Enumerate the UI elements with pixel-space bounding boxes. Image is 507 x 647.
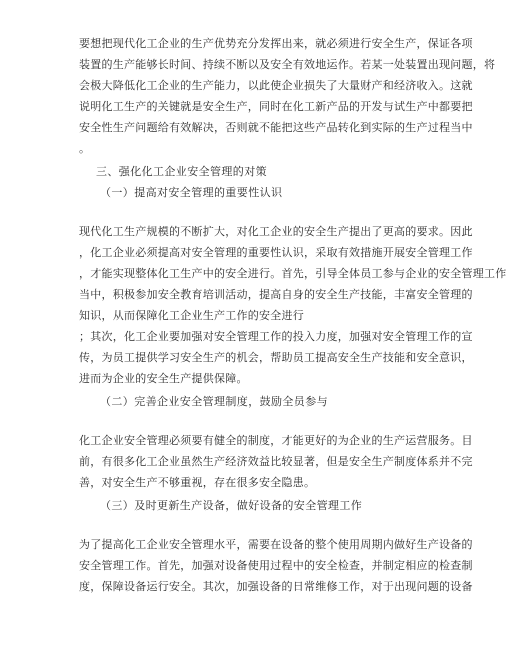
- text-line: ，化工企业必须提高对安全管理的重要性认识，采取有效措施开展安全管理工作: [79, 246, 473, 259]
- text-line: 化工企业安全管理必须要有健全的制度，才能更好的为企业的生产运营服务。目: [79, 434, 473, 447]
- text-line: 前，有很多化工企业虽然生产经济效益比较显著，但是安全生产制度体系并不完: [79, 455, 473, 468]
- text-line: 要想把现代化工企业的生产优势充分发挥出来，就必须进行安全生产，保证各项: [79, 37, 473, 50]
- text-line: 善，对安全生产不够重视，存在很多安全隐患。: [79, 476, 316, 489]
- subsection-heading: （二）完善企业安全管理制度，鼓励全员参与: [100, 395, 328, 408]
- text-line: 为了提高化工企业安全管理水平，需要在设备的整个使用周期内做好生产设备的: [79, 538, 473, 551]
- section-heading: 三、强化化工企业安全管理的对策: [96, 165, 267, 178]
- text-line: 装置的生产能够长时间、持续不断以及安全有效地运作。若某一处装置出现问题，将: [79, 58, 496, 71]
- text-line: 进而为企业的安全生产提供保障。: [79, 372, 248, 385]
- text-line: 传，为员工提供学习安全生产的机会，帮助员工提高安全生产技能和安全意识，: [79, 351, 473, 364]
- text-line: ，才能实现整体化工生产中的安全进行。首先，引导全体员工参与企业的安全管理工作: [79, 267, 507, 280]
- text-line: 当中，积极参加安全教育培训活动，提高自身的安全生产技能，丰富安全管理的: [79, 288, 473, 301]
- text-line: ；其次，化工企业要加强对安全管理工作的投入力度，加强对安全管理工作的宣: [79, 330, 473, 343]
- text-line: 说明化工生产的关键就是安全生产，同时在化工新产品的开发与试生产中都要把: [79, 100, 473, 113]
- text-line: 知识，从而保障化工企业生产工作的安全进行: [79, 309, 304, 322]
- text-line: 会极大降低化工企业的生产能力，以此使企业损失了大量财产和经济收入。这就: [79, 79, 473, 92]
- text-line: 安全管理工作。首先，加强对设备使用过程中的安全检查，并制定相应的检查制: [79, 559, 473, 572]
- text-line: 安全性生产问题给有效解决，否则就不能把这些产品转化到实际的生产过程当中: [79, 121, 473, 134]
- text-line: 度，保障设备运行安全。其次，加强设备的日常维修工作，对于出现问题的设备: [79, 580, 473, 593]
- text-line: 。: [79, 142, 91, 155]
- text-line: 现代化工生产规模的不断扩大，对化工企业的安全生产提出了更高的要求。因此: [79, 225, 473, 238]
- subsection-heading: （三）及时更新生产设备，做好设备的安全管理工作: [100, 499, 363, 512]
- subsection-heading: （一）提高对安全管理的重要性认识: [100, 186, 283, 199]
